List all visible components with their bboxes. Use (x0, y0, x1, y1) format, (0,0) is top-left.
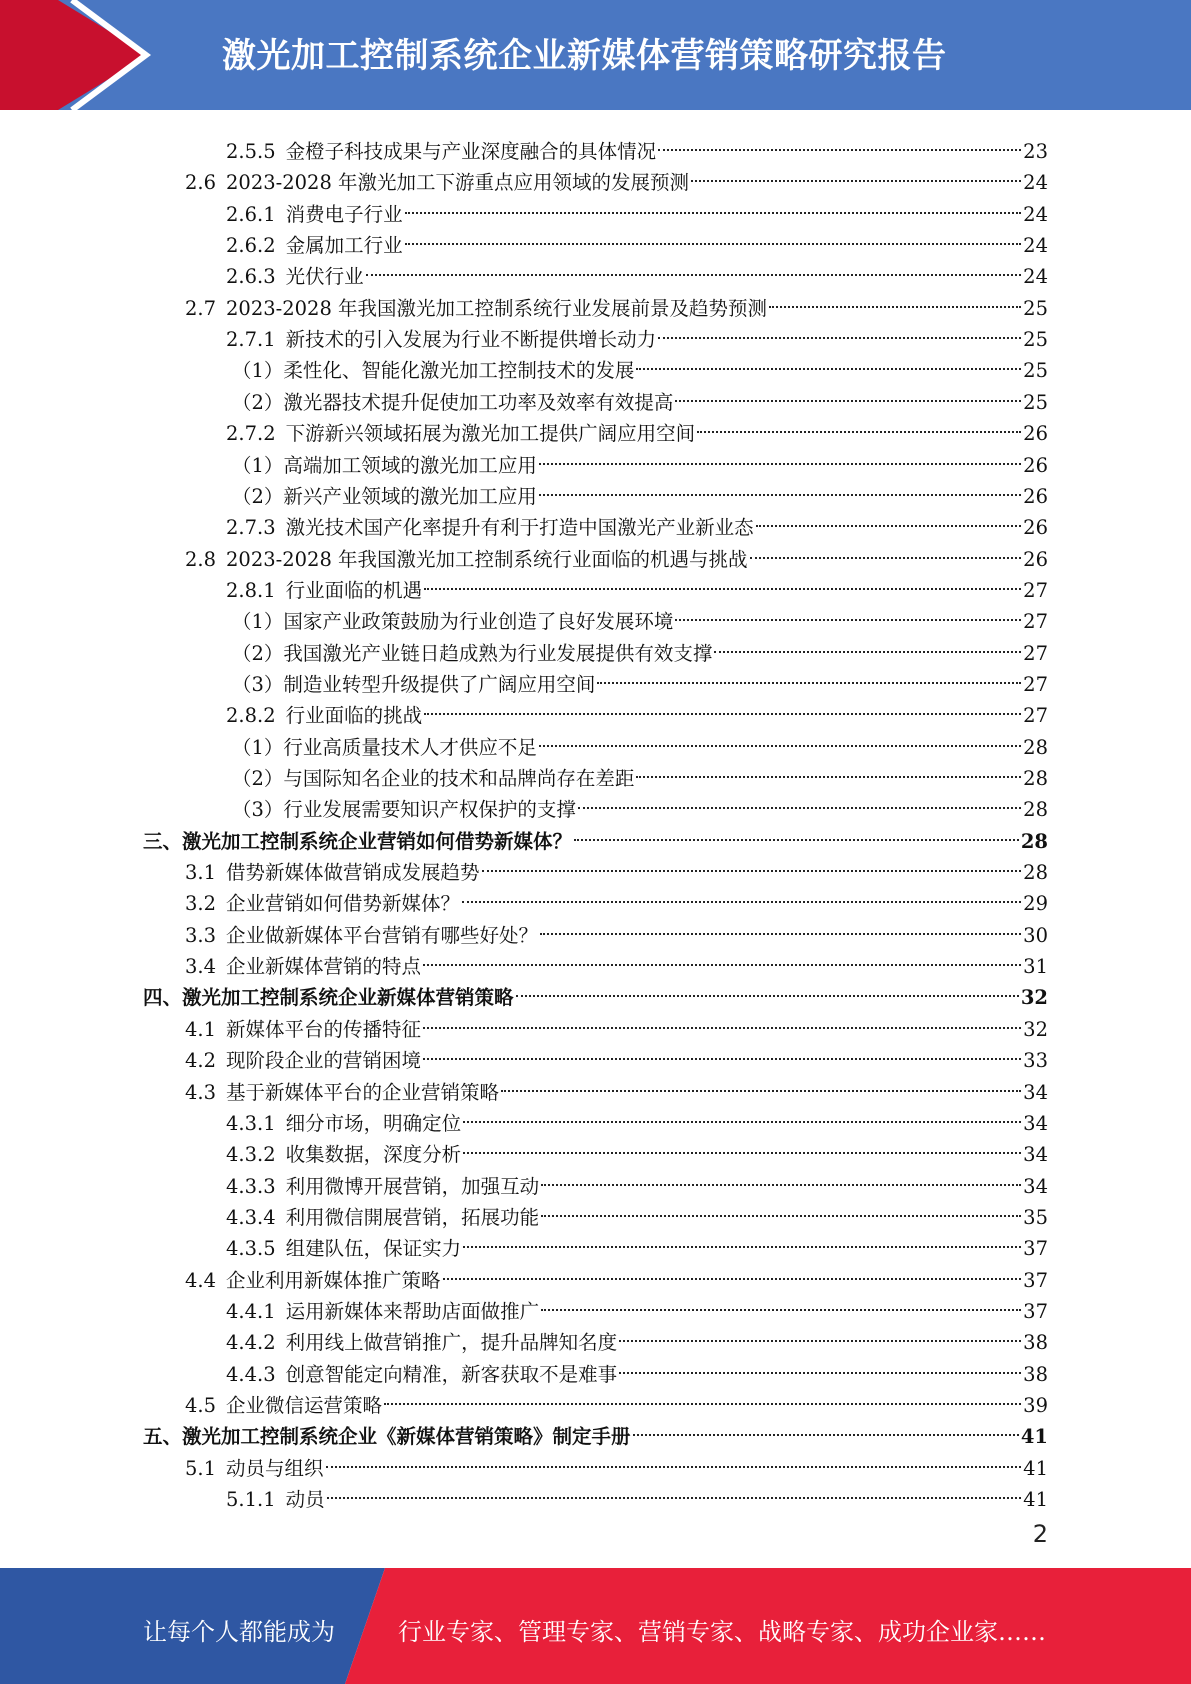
toc-entry-title: 新媒体平台的传播特征 (226, 1017, 422, 1041)
toc-entry-title: 激光器技术提升促使加工功率及效率有效提高 (283, 390, 674, 414)
toc-entry-number: 4.4.2 (226, 1331, 276, 1355)
toc-dot-leader (597, 660, 1021, 691)
toc-entry-title: 企业营销如何借势新媒体？ (226, 892, 461, 916)
toc-entry-title: 创意智能定向精准，新客获取不是难事 (285, 1362, 618, 1386)
toc-entry-number: （1） (232, 453, 284, 477)
toc-entry[interactable] (226, 1318, 1048, 1355)
toc-entry[interactable] (226, 503, 1048, 540)
toc-entry[interactable] (143, 1412, 1048, 1449)
toc-dot-leader (423, 1005, 1021, 1036)
toc-entry-page: 25 (1023, 390, 1048, 414)
toc-entry-page: 24 (1023, 202, 1048, 226)
toc-entry-number: 2.8 (185, 547, 217, 571)
toc-entry-title: 利用微信開展营销，拓展功能 (285, 1205, 540, 1229)
toc-dot-leader (424, 566, 1021, 597)
toc-entry-page: 26 (1023, 547, 1048, 571)
toc-entry-page: 38 (1023, 1331, 1048, 1355)
toc-entry[interactable] (232, 785, 1048, 822)
toc-entry[interactable] (226, 1287, 1048, 1323)
toc-entry-page: 27 (1023, 578, 1048, 602)
toc-entry-number: （1） (232, 359, 284, 383)
toc-entry[interactable] (232, 378, 1048, 414)
toc-entry-number: 2.7 (185, 296, 217, 320)
toc-entry-title: 现阶段企业的营销困境 (226, 1049, 422, 1073)
toc-entry-title: 企业微信运营策略 (226, 1394, 383, 1417)
toc-dot-leader (539, 441, 1021, 472)
toc-entry-title: 金属加工行业 (285, 234, 403, 258)
toc-entry-number: 4.1 (185, 1017, 217, 1041)
toc-entry-title: 柔性化、智能化激光加工控制技术的发展 (283, 359, 635, 383)
toc-entry[interactable] (226, 127, 1048, 163)
toc-entry[interactable] (185, 1444, 1048, 1480)
toc-dot-leader (633, 1412, 1019, 1443)
toc-entry-number: 2.6.2 (226, 234, 276, 258)
toc-entry-page: 24 (1023, 265, 1048, 289)
toc-entry[interactable] (232, 472, 1048, 508)
toc-entry-title: 行业发展需要知识产权保护的支撑 (283, 798, 576, 822)
toc-entry-number: 3.3 (185, 923, 217, 947)
toc-entry-number: 2.6 (185, 171, 217, 195)
toc-entry[interactable] (232, 346, 1048, 383)
toc-entry-title: 新技术的引入发展为行业不断提供增长动力 (285, 328, 657, 352)
toc-entry-number: 4.3.2 (226, 1143, 276, 1167)
toc-entry-page: 27 (1023, 672, 1048, 696)
toc-dot-leader (539, 723, 1021, 754)
page-number: 2 (1032, 1520, 1048, 1548)
toc-entry-page: 28 (1023, 798, 1048, 822)
toc-entry-page: 38 (1023, 1362, 1048, 1386)
toc-entry-title: 行业高质量技术人才供应不足 (283, 735, 537, 759)
toc-entry-title: 借势新媒体做营销成发展趋势 (226, 861, 480, 885)
page-footer (0, 1568, 1191, 1684)
toc-entry[interactable] (226, 1162, 1048, 1198)
toc-entry[interactable] (226, 1350, 1048, 1386)
toc-entry-title: 高端加工领域的激光加工应用 (283, 453, 537, 477)
toc-entry[interactable] (226, 1099, 1048, 1135)
toc-entry-page: 30 (1023, 923, 1048, 947)
toc-entry[interactable] (226, 1224, 1048, 1261)
toc-dot-leader (501, 1068, 1021, 1099)
toc-entry-number: 2.7.2 (226, 422, 276, 446)
toc-entry-number: 四、 (143, 986, 183, 1010)
toc-entry-title: 细分市场，明确定位 (285, 1111, 462, 1135)
toc-entry-number: 3.2 (185, 892, 217, 916)
toc-entry-page: 41 (1020, 1425, 1048, 1449)
toc-dot-leader (516, 973, 1019, 1004)
report-title: 激光加工控制系统企业新媒体营销策略研究报告 (222, 36, 947, 76)
toc-entry-page: 24 (1023, 234, 1048, 258)
toc-entry-number: （3） (232, 798, 284, 822)
toc-entry-number: 2.6.1 (226, 202, 276, 226)
toc-dot-leader (578, 785, 1021, 816)
toc-entry-page: 39 (1023, 1394, 1048, 1417)
toc-entry-page: 41 (1023, 1456, 1048, 1480)
toc-dot-leader (756, 503, 1022, 534)
toc-entry-title: 动员与组织 (226, 1456, 324, 1480)
toc-entry-number: 3.1 (185, 861, 217, 885)
toc-entry-number: 2.8.2 (226, 704, 276, 728)
toc-entry-page: 28 (1023, 861, 1048, 885)
toc-entry-title: 动员 (285, 1488, 325, 1512)
toc-entry[interactable] (226, 1130, 1048, 1167)
toc-dot-leader (384, 1381, 1021, 1412)
toc-dot-leader (658, 127, 1021, 158)
toc-dot-leader (691, 158, 1021, 189)
toc-entry[interactable] (185, 158, 1048, 195)
toc-entry-number: 4.3.5 (226, 1237, 276, 1261)
toc-dot-leader (574, 817, 1019, 848)
page-header (0, 0, 1191, 110)
toc-entry-page: 27 (1023, 704, 1048, 728)
toc-dot-leader (541, 1193, 1021, 1224)
toc-dot-leader (443, 1256, 1022, 1287)
toc-entry-number: （1） (232, 610, 284, 634)
toc-entry-number: （2） (232, 641, 284, 665)
toc-dot-leader (714, 629, 1021, 660)
toc-entry-page: 27 (1023, 641, 1048, 665)
toc-entry[interactable] (226, 221, 1048, 258)
toc-entry-title: 激光加工控制系统企业营销如何借势新媒体？ (182, 829, 573, 853)
toc-entry-page: 25 (1023, 296, 1048, 320)
toc-entry-number: （1） (232, 735, 284, 759)
toc-entry-number: 五、 (143, 1425, 183, 1449)
toc-entry-page: 37 (1023, 1299, 1048, 1323)
toc-entry-page: 23 (1023, 140, 1048, 163)
toc-entry-number: 4.3 (185, 1080, 217, 1104)
toc-entry-title: 企业利用新媒体推广策略 (226, 1268, 441, 1292)
toc-dot-leader (405, 221, 1022, 252)
toc-entry-number: 2.6.3 (226, 265, 276, 289)
toc-entry-title: 与国际知名企业的技术和品牌尚存在差距 (283, 767, 635, 790)
toc-dot-leader (619, 1350, 1021, 1381)
toc-entry-page: 29 (1023, 892, 1048, 916)
toc-dot-leader (366, 252, 1022, 283)
toc-entry[interactable] (185, 911, 1048, 947)
toc-dot-leader (675, 378, 1021, 409)
toc-entry[interactable] (185, 1068, 1048, 1104)
toc-entry-number: 4.4.3 (226, 1362, 276, 1386)
toc-dot-leader (675, 597, 1021, 628)
toc-entry-title: 组建队伍，保证实力 (285, 1237, 462, 1261)
toc-entry-number: 2.7.1 (226, 328, 276, 352)
toc-dot-leader (658, 315, 1021, 346)
toc-dot-leader (423, 1036, 1021, 1067)
toc-dot-leader (463, 1224, 1021, 1255)
toc-entry-page: 25 (1023, 359, 1048, 383)
toc-entry-title: 新兴产业领域的激光加工应用 (283, 484, 537, 508)
toc-entry[interactable] (226, 1193, 1048, 1229)
toc-entry-page: 28 (1023, 735, 1048, 759)
toc-entry-number: 5.1 (185, 1456, 217, 1480)
toc-entry-number: 4.4 (185, 1268, 217, 1292)
toc-entry-page: 37 (1023, 1268, 1048, 1292)
toc-dot-leader (750, 535, 1022, 566)
toc-entry[interactable] (185, 1005, 1048, 1041)
toc-dot-leader (327, 1475, 1022, 1506)
toc-dot-leader (463, 1130, 1021, 1161)
toc-dot-leader (462, 879, 1021, 910)
toc-dot-leader (326, 1444, 1022, 1475)
toc-entry-number: （2） (232, 767, 284, 790)
toc-entry-title: 激光技术国产化率提升有利于打造中国激光产业新业态 (285, 516, 754, 540)
toc-entry[interactable] (185, 1256, 1048, 1292)
toc-entry[interactable] (232, 597, 1048, 634)
toc-dot-leader (423, 942, 1021, 973)
toc-entry-page: 26 (1023, 453, 1048, 477)
toc-entry-page: 34 (1023, 1174, 1048, 1198)
toc-entry[interactable] (185, 879, 1048, 916)
toc-entry[interactable] (226, 1475, 1048, 1512)
toc-entry-page: 32 (1020, 986, 1048, 1010)
toc-entry-page: 34 (1023, 1080, 1048, 1104)
toc-entry-page: 27 (1023, 610, 1048, 634)
toc-entry[interactable] (232, 441, 1048, 477)
toc-dot-leader (636, 346, 1021, 377)
toc-entry-page: 24 (1023, 171, 1048, 195)
toc-entry-title: 企业做新媒体平台营销有哪些好处？ (226, 923, 539, 947)
toc-entry-number: 2.8.1 (226, 578, 276, 602)
footer-slogan-left: 让每个人都能成为 (143, 1618, 335, 1646)
toc-dot-leader (424, 691, 1021, 722)
toc-entry[interactable] (226, 315, 1048, 352)
toc-entry[interactable] (232, 723, 1048, 759)
toc-entry[interactable] (232, 754, 1048, 790)
toc-entry-page: 26 (1023, 484, 1048, 508)
toc-dot-leader (697, 409, 1021, 440)
toc-entry[interactable] (226, 691, 1048, 728)
toc-entry-title: 激光加工控制系统企业新媒体营销策略 (182, 986, 514, 1010)
toc-entry-number: 2.5.5 (226, 140, 276, 163)
toc-entry-title: 基于新媒体平台的企业营销策略 (226, 1080, 500, 1104)
toc-entry-title: 国家产业政策鼓励为行业创造了良好发展环境 (283, 610, 674, 634)
toc-entry-title: 下游新兴领域拓展为激光加工提供广阔应用空间 (285, 422, 696, 446)
toc-dot-leader (541, 1287, 1021, 1318)
toc-entry[interactable] (185, 1381, 1048, 1417)
toc-entry-number: 3.4 (185, 955, 217, 979)
toc-entry[interactable] (226, 190, 1048, 226)
toc-entry-page: 28 (1023, 767, 1048, 790)
toc-dot-leader (769, 284, 1021, 315)
toc-entry-title: 激光加工控制系统企业《新媒体营销策略》制定手册 (182, 1425, 631, 1449)
toc-entry-title: 光伏行业 (285, 265, 364, 289)
toc-entry[interactable] (226, 409, 1048, 446)
toc-entry[interactable] (185, 284, 1048, 320)
toc-entry-number: 4.4.1 (226, 1299, 276, 1323)
toc-entry[interactable] (185, 1036, 1048, 1073)
toc-entry-title: 2023-2028 年我国激光加工控制系统行业发展前景及趋势预测 (226, 296, 768, 320)
toc-entry-number: （3） (232, 672, 284, 696)
toc-entry[interactable] (232, 660, 1048, 696)
toc-entry-title: 运用新媒体来帮助店面做推广 (285, 1299, 540, 1323)
toc-entry-number: 2.7.3 (226, 516, 276, 540)
toc-entry-page: 31 (1023, 955, 1048, 979)
toc-entry-title: 金橙子科技成果与产业深度融合的具体情况 (285, 140, 657, 163)
toc-entry-page: 26 (1023, 516, 1048, 540)
toc-entry-number: 4.2 (185, 1049, 217, 1073)
toc-entry-title: 行业面临的机遇 (285, 578, 423, 602)
toc-entry-number: 4.5 (185, 1394, 217, 1417)
toc-entry-page: 28 (1020, 829, 1048, 853)
toc-dot-leader (541, 1162, 1021, 1193)
toc-entry-title: 企业新媒体营销的特点 (226, 955, 422, 979)
toc-entry-page: 34 (1023, 1143, 1048, 1167)
toc-entry-page: 41 (1023, 1488, 1048, 1512)
toc-dot-leader (540, 911, 1021, 942)
toc-entry-number: 4.3.3 (226, 1174, 276, 1198)
toc-entry-page: 25 (1023, 328, 1048, 352)
toc-entry[interactable] (226, 566, 1048, 602)
toc-entry-number: 5.1.1 (226, 1488, 276, 1512)
toc-entry-title: 2023-2028 年激光加工下游重点应用领域的发展预测 (226, 171, 690, 195)
toc-entry-page: 33 (1023, 1049, 1048, 1073)
toc-entry[interactable] (232, 629, 1048, 665)
toc-entry-number: 4.3.4 (226, 1205, 276, 1229)
toc-entry[interactable] (143, 817, 1048, 853)
toc-entry-page: 35 (1023, 1205, 1048, 1229)
toc-dot-leader (539, 472, 1021, 503)
toc-dot-leader (619, 1318, 1021, 1349)
toc-entry-title: 利用线上做营销推广，提升品牌知名度 (285, 1331, 618, 1355)
toc-entry-number: （2） (232, 484, 284, 508)
toc-entry-page: 37 (1023, 1237, 1048, 1261)
toc-entry-number: 4.3.1 (226, 1111, 276, 1135)
toc-entry-page: 26 (1023, 422, 1048, 446)
toc-dot-leader (405, 190, 1022, 221)
toc-entry-page: 32 (1023, 1017, 1048, 1041)
toc-entry[interactable] (143, 973, 1048, 1010)
footer-slogan-right: 行业专家、管理专家、营销专家、战略专家、成功企业家…… (398, 1618, 1046, 1646)
toc-entry-title: 行业面临的挑战 (285, 704, 423, 728)
toc-entry-title: 我国激光产业链日趋成熟为行业发展提供有效支撑 (283, 641, 713, 665)
toc-entry-page: 34 (1023, 1111, 1048, 1135)
toc-dot-leader (482, 848, 1022, 879)
toc-dot-leader (636, 754, 1021, 785)
toc-entry[interactable] (226, 252, 1048, 289)
toc-entry[interactable] (185, 535, 1048, 571)
toc-entry-number: （2） (232, 390, 284, 414)
toc-entry-title: 收集数据，深度分析 (285, 1143, 462, 1167)
toc-entry[interactable] (185, 942, 1048, 979)
toc-dot-leader (463, 1099, 1021, 1130)
toc-entry-title: 利用微博开展营销，加强互动 (285, 1174, 540, 1198)
toc-entry-title: 消费电子行业 (285, 202, 403, 226)
toc-entry[interactable] (185, 848, 1048, 885)
toc-entry-title: 2023-2028 年我国激光加工控制系统行业面临的机遇与挑战 (226, 547, 748, 571)
toc-entry-number: 三、 (143, 829, 183, 853)
toc-entry-title: 制造业转型升级提供了广阔应用空间 (283, 672, 596, 696)
